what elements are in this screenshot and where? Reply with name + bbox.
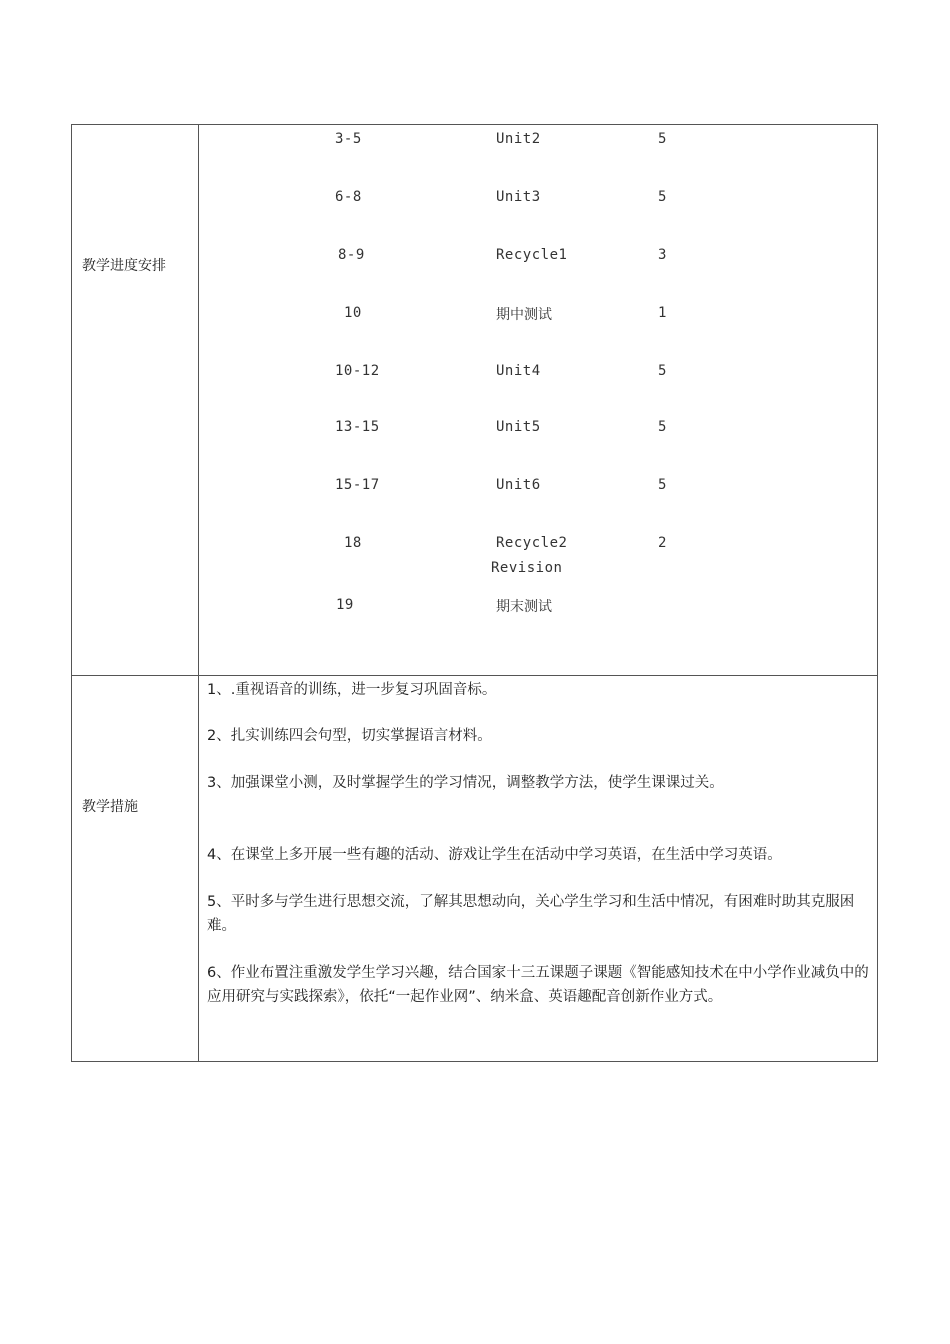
measures-label: 教学措施	[82, 799, 138, 815]
schedule-week: 3-5	[335, 131, 362, 147]
measure-item: 2、扎实训练四会句型，切实掌握语言材料。	[207, 728, 492, 744]
measure-item: 6、作业布置注重激发学生学习兴趣，结合国家十三五课题子课题《智能感知技术在中小学作业减负中的应用研究与实践探索》，依托“一起作业网”、纳米盒、英语趣配音创新作业方式。	[207, 965, 869, 1005]
schedule-hours: 5	[658, 131, 667, 147]
measures-label-cell	[72, 676, 199, 1061]
schedule-week: 18	[344, 535, 362, 551]
schedule-unit: Unit6	[496, 477, 541, 493]
measures-content-cell	[199, 676, 877, 1061]
schedule-week: 13-15	[335, 419, 380, 435]
measures-row	[72, 676, 877, 1061]
schedule-hours: 2	[658, 535, 667, 551]
schedule-hours: 5	[658, 189, 667, 205]
schedule-label-cell	[72, 125, 199, 675]
schedule-hours: 5	[658, 419, 667, 435]
schedule-hours: 5	[658, 363, 667, 379]
plan-table	[71, 124, 878, 1062]
schedule-hours: 5	[658, 477, 667, 493]
schedule-unit: Unit5	[496, 419, 541, 435]
schedule-unit-extra: Revision	[491, 560, 563, 576]
schedule-week: 15-17	[335, 477, 380, 493]
schedule-row	[72, 125, 877, 676]
schedule-unit: 期末测试	[496, 599, 552, 615]
schedule-week: 6-8	[335, 189, 362, 205]
schedule-label: 教学进度安排	[82, 258, 166, 274]
measure-item: 4、在课堂上多开展一些有趣的活动、游戏让学生在活动中学习英语，在生活中学习英语。	[207, 847, 782, 863]
schedule-content-cell	[199, 125, 877, 675]
schedule-week: 10	[344, 305, 362, 321]
schedule-week: 8-9	[338, 247, 365, 263]
measure-item: 3、加强课堂小测，及时掌握学生的学习情况，调整教学方法，使学生课课过关。	[207, 775, 724, 791]
schedule-hours: 1	[658, 305, 667, 321]
measure-item: 5、平时多与学生进行思想交流，了解其思想动向，关心学生学习和生活中情况，有困难时助其克服困难。	[207, 894, 855, 934]
schedule-unit: Recycle1	[496, 247, 568, 263]
schedule-unit: Unit2	[496, 131, 541, 147]
schedule-unit: Unit3	[496, 189, 541, 205]
schedule-week: 10-12	[335, 363, 380, 379]
schedule-week: 19	[336, 597, 354, 613]
schedule-hours: 3	[658, 247, 667, 263]
schedule-unit: Unit4	[496, 363, 541, 379]
measure-item: 1、.重视语音的训练，进一步复习巩固音标。	[207, 682, 497, 698]
schedule-unit: Recycle2	[496, 535, 568, 551]
schedule-unit: 期中测试	[496, 307, 552, 323]
